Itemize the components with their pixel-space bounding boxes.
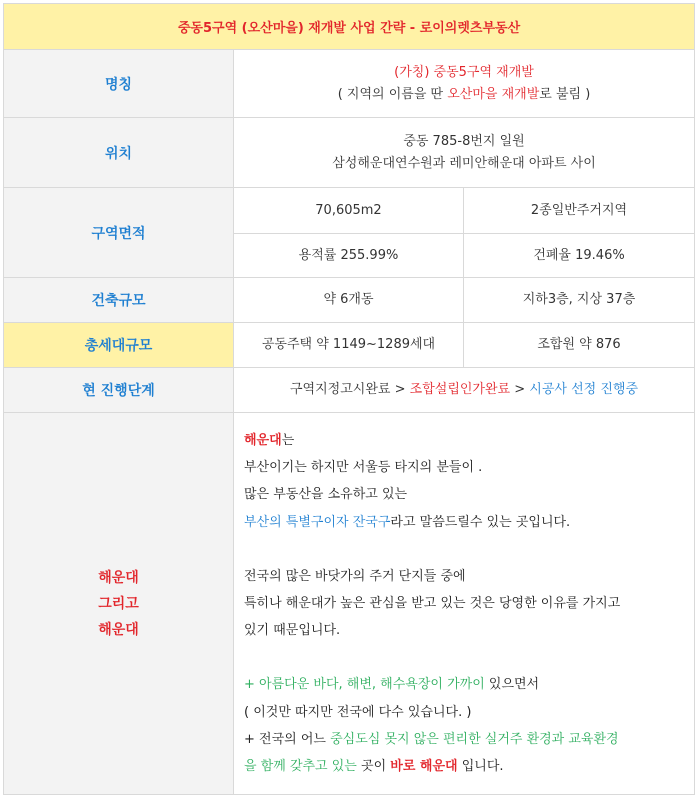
value-location <box>234 118 695 188</box>
desc-line-11-post: 입니다. <box>457 759 504 775</box>
desc-environment-highlight-cont: 을 함께 갖추고 있는 <box>244 759 357 775</box>
paragraph-gap <box>244 536 686 563</box>
info-table <box>3 3 695 795</box>
address-landmark: 삼성해운대연수원과 레미안해운대 아파트 사이 <box>332 155 596 171</box>
desc-haeundae-emphasis: 바로 해운대 <box>390 759 458 775</box>
value-area: 70,605m2 <box>234 188 464 234</box>
desc-line-9: ( 이것만 따지만 전국에 다수 있습니다. ) <box>244 704 472 720</box>
row-households <box>4 323 695 368</box>
haeundae-description <box>234 413 695 795</box>
desc-environment-highlight: 중심도심 못지 않은 편리한 실거주 환경과 교육환경 <box>330 731 619 747</box>
paragraph-gap <box>244 644 686 671</box>
stage-sep-1: > <box>390 382 410 397</box>
label-scale: 건축규모 <box>4 278 234 323</box>
desc-line-8 <box>244 671 686 698</box>
label-haeundae-line-1: 해운대 <box>98 569 139 586</box>
project-name: (가칭) 중동5구역 재개발 <box>394 64 534 80</box>
desc-beach-highlight: + 아름다운 바다, 해변, 해수욕장이 가까이 <box>244 677 485 693</box>
row-location <box>4 118 695 188</box>
label-name: 명칭 <box>4 50 234 118</box>
row-scale <box>4 278 695 323</box>
value-zone: 2종일반주거지역 <box>464 188 695 234</box>
label-households: 총세대규모 <box>4 323 234 368</box>
value-name <box>234 50 695 118</box>
label-stage: 현 진행단계 <box>4 368 234 413</box>
desc-line-4 <box>244 509 686 536</box>
label-haeundae-line-2: 그리고 <box>98 595 139 612</box>
title-row <box>4 4 695 50</box>
desc-line-8-rest: 있으면서 <box>484 677 540 693</box>
page-title: 중동5구역 (오산마을) 재개발 사업 간략 - 로이의렛츠부동산 <box>4 4 695 50</box>
value-stage <box>234 368 695 413</box>
stage-1: 구역지정고시완료 <box>290 382 391 397</box>
stage-sep-2: > <box>510 382 530 397</box>
stage-2: 조합설립인가완료 <box>409 382 511 397</box>
value-buildings: 약 6개동 <box>234 278 464 323</box>
label-haeundae-line-3: 해운대 <box>98 621 139 638</box>
desc-line-10-pre: + 전국의 어느 <box>244 731 331 747</box>
value-floors: 지하3층, 지상 37층 <box>464 278 695 323</box>
desc-line-1 <box>244 427 686 454</box>
desc-line-6: 특히나 해운대가 높은 관심을 받고 있는 것은 당영한 이유를 가지고 <box>244 596 621 612</box>
desc-line-11-mid: 곳이 <box>356 759 391 775</box>
desc-line-1-rest: 는 <box>281 433 295 448</box>
desc-line-11 <box>244 753 686 780</box>
desc-line-3: 많은 부동산을 소유하고 있는 <box>244 487 408 503</box>
row-name <box>4 50 695 118</box>
row-stage <box>4 368 695 413</box>
value-far: 용적률 255.99% <box>234 234 464 278</box>
desc-line-7: 있기 때문입니다. <box>244 623 341 639</box>
label-haeundae <box>4 413 234 795</box>
nickname-line <box>234 84 694 106</box>
desc-line-4-rest: 라고 말씀드릴수 있는 곳입니다. <box>390 514 571 530</box>
label-area: 구역면적 <box>4 188 234 278</box>
desc-line-2: 부산이기는 하지만 서울등 타지의 분들이 . <box>244 460 483 476</box>
address: 중동 785-8번지 일원 <box>403 133 525 149</box>
desc-special-district: 부산의 특별구이자 잔국구 <box>244 514 391 530</box>
nickname-pre: ( 지역의 이름을 딴 <box>337 86 448 102</box>
value-bcr: 건폐율 19.46% <box>464 234 695 278</box>
nickname-post: 로 불림 ) <box>539 86 591 102</box>
desc-line-5: 전국의 많은 바닷가의 주거 단지들 중에 <box>244 568 466 584</box>
value-households: 공동주택 약 1149~1289세대 <box>234 323 464 368</box>
label-location: 위치 <box>4 118 234 188</box>
desc-line-10 <box>244 726 686 753</box>
stage-3: 시공사 선정 진행중 <box>529 382 639 397</box>
row-area-1 <box>4 188 695 234</box>
row-haeundae <box>4 413 695 795</box>
value-members: 조합원 약 876 <box>464 323 695 368</box>
desc-haeundae-highlight: 해운대 <box>244 433 282 448</box>
nickname-highlight: 오산마을 재개발 <box>447 86 540 102</box>
